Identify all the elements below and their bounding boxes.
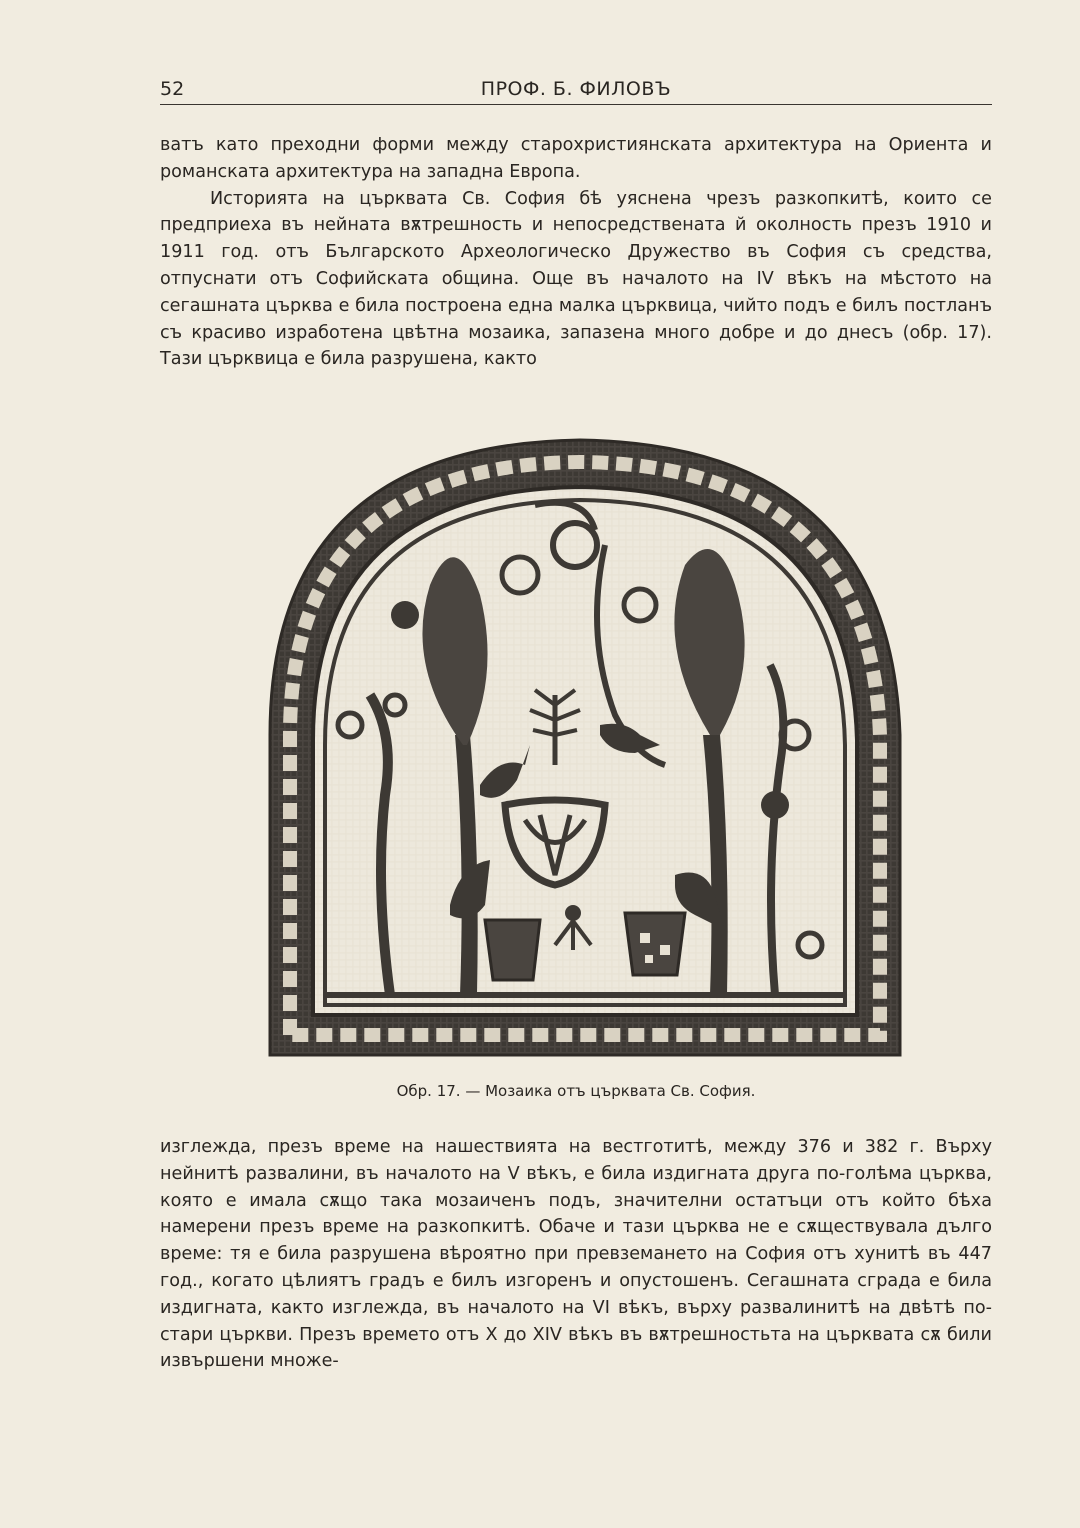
figure-caption: Обр. 17. — Мозаика отъ църквата Св. София. bbox=[396, 1082, 756, 1100]
mosaic-figure bbox=[255, 435, 905, 1065]
text-block-bottom bbox=[160, 1134, 992, 1375]
page-header bbox=[160, 78, 992, 105]
running-head: ПРОФ. Б. ФИЛОВЪ bbox=[480, 78, 672, 100]
text-block-top bbox=[160, 132, 992, 373]
paragraph: Историята на църквата Св. София бѣ уяснена чрезъ разкопкитѣ, които се предприеха въ нейната вѫтрешность и непосредствената й околность презъ 1910 и 1911 год. отъ Българското Археологическо Дружество въ София съ средства, отпуснати отъ Софийската община. Още въ началото на IV вѣкъ на мѣстото на сегашната църква е била построена една малка църквица, чийто подъ е билъ постланъ съ красиво изработена цвѣтна мозаика, запазена много добре и до днесъ (обр. 17). Тази църквица е била разрушена, както bbox=[160, 188, 992, 370]
paragraph: изглежда, презъ време на нашествията на вестготитѣ, между 376 и 382 г. Върху нейнитѣ развалини, въ началото на V вѣкъ, е била издигната друга по-голѣма църква, която е имала сѫщо така мозаиченъ подъ, значителни остатъци отъ който бѣха намерени презъ време на разкопкитѣ. Обаче и тази църква не е сѫществувала дълго време: тя е била разрушена вѣроятно при превземането на София отъ хунитѣ въ 447 год., когато цѣлиятъ градъ е билъ изгоренъ и опустошенъ. Сегашната сграда е била издигната, както изглежда, въ началото на VI вѣкъ, върху развалинитѣ на двѣтѣ по-стари църкви. Презъ времето отъ X до XIV вѣкъ въ вѫтрешностьта на църквата сѫ били извършени множе- bbox=[160, 1137, 992, 1372]
page-number: 52 bbox=[160, 78, 185, 100]
paragraph: ватъ като преходни форми между старохристиянската архитектура на Ориента и романската архитектура на западна Европа. bbox=[160, 135, 992, 182]
